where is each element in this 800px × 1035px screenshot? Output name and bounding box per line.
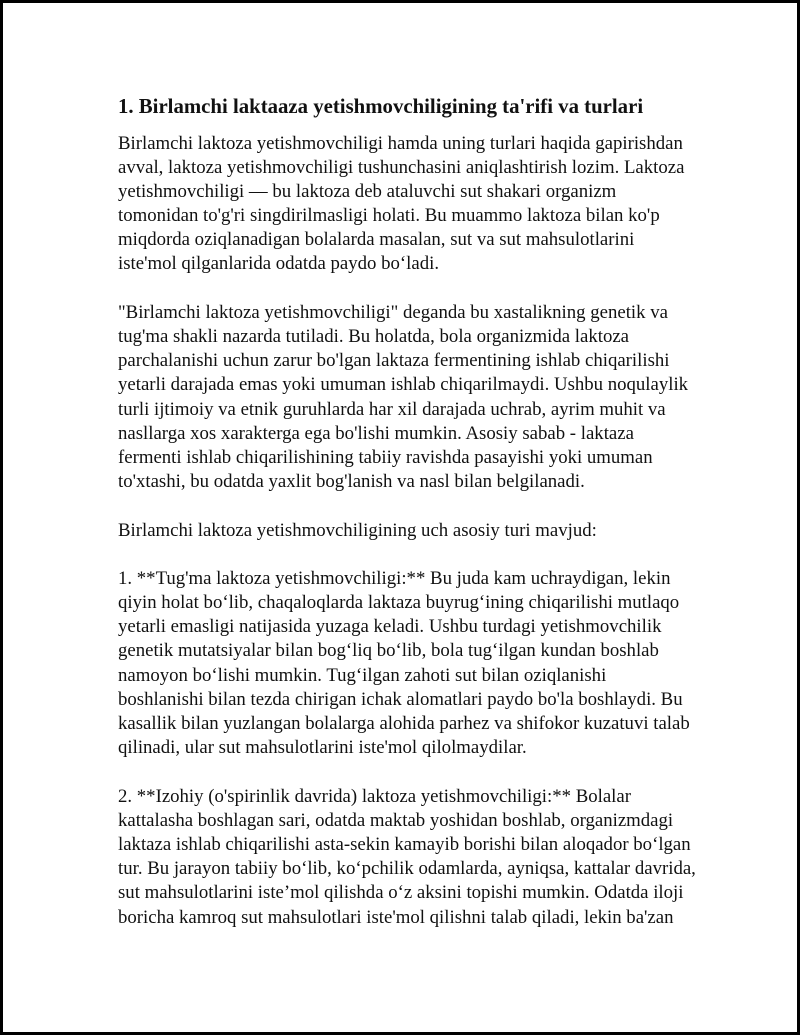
paragraph-types-intro (118, 519, 696, 543)
paragraph-intro (118, 132, 696, 277)
text-line: yetarli darajada emas yoki umuman ishlab chiqarilmaydi. Ushbu noqulaylik (118, 374, 689, 396)
text-line: kasallik bilan yuzlangan bolalarga alohida parhez va shifokor kuzatuvi talab (118, 713, 690, 734)
text-line: yetishmovchiligi — bu laktoza deb ataluvchi sut shakari organizm (118, 180, 617, 202)
text-line: boricha kamroq sut mahsulotlari iste'mol qilishni talab qiladi, lekin ba'zan (118, 906, 674, 928)
text-line: "Birlamchi laktoza yetishmovchiligi" deganda bu xastalikning genetik va (118, 301, 668, 323)
document-content (118, 94, 696, 930)
text-line: sut mahsulotlarini iste’mol qilishda o‘z aksini topishi mumkin. Odatda iloji (118, 882, 684, 904)
text-line: miqdorda oziqlanadigan bolalarda masalan, sut va sut mahsulotlarini (118, 229, 635, 251)
text-line: 1. **Tug'ma laktoza yetishmovchiligi:** Bu juda kam uchraydigan, lekin (118, 567, 671, 589)
text-line: boshlanishi bilan tezda chirigan ichak alomatlari paydo bo'la boshlaydi. Bu (118, 688, 683, 710)
paragraph-definition (118, 301, 696, 495)
text-line: to'xtashi, bu odatda yaxlit bog'lanish va nasl bilan belgilanadi. (118, 471, 585, 493)
text-line: laktaza ishlab chiqarilishi asta-sekin kamayib borishi bilan aloqador bo‘lgan (118, 833, 691, 855)
text-line: 2. **Izohiy (o'spirinlik davrida) laktoza yetishmovchiligi:** Bolalar (118, 785, 631, 807)
text-line: parchalanishi uchun zarur bo'lgan laktaza fermentining ishlab chiqarilishi (118, 350, 670, 372)
list-item-type-2 (118, 785, 696, 930)
text-line: fermenti ishlab chiqarilishining tabiiy ravishda pasayishi yoki umuman (118, 446, 653, 468)
text-line: avval, laktoza yetishmovchiligi tushunchasini aniqlashtirish lozim. Laktoza (118, 156, 685, 178)
text-line: Birlamchi laktoza yetishmovchiligi hamda uning turlari haqida gapirishdan (118, 132, 683, 154)
text-line: tug'ma shakli nazarda tutiladi. Bu holatda, bola organizmida laktoza (118, 326, 630, 347)
text-line: genetik mutatsiyalar bilan bog‘liq bo‘lib, bola tug‘ilgan kundan boshlab (118, 640, 659, 662)
text-line: nasllarga xos xarakterga ega bo'lishi mumkin. Asosiy sabab - laktaza (118, 422, 634, 444)
text-line: namoyon bo‘lishi mumkin. Tug‘ilgan zahoti sut bilan oziqlanishi (118, 664, 607, 686)
text-line: turli ijtimoiy va etnik guruhlarda har xil darajada uchrab, ayrim muhit va (118, 398, 666, 420)
list-item-type-1 (118, 567, 696, 761)
text-line: iste'mol qilganlarida odatda paydo bo‘ladi. (118, 253, 440, 275)
section-heading: 1. Birlamchi laktaaza yetishmovchiligining ta'rifi va turlari (118, 95, 644, 118)
text-line: yetarli emasligi natijasida yuzaga keladi. Ushbu turdagi yetishmovchilik (118, 616, 662, 638)
text-line: kattalasha boshlagan sari, odatda maktab yoshidan boshlab, organizmdagi (118, 809, 674, 831)
text-line: qilinadi, ular sut mahsulotlarini iste'mol qilolmaydilar. (118, 737, 527, 759)
text-line: tur. Bu jarayon tabiiy bo‘lib, ko‘pchilik odamlarda, ayniqsa, kattalar davrida, (118, 858, 696, 880)
text-line: tomonidan to'g'ri singdirilmasligi holati. Bu muammo laktoza bilan ko'p (118, 205, 660, 227)
text-line: qiyin holat bo‘lib, chaqaloqlarda laktaza buyrug‘ining chiqarilishi mutlaqo (118, 592, 680, 614)
text-line: Birlamchi laktoza yetishmovchiligining uch asosiy turi mavjud: (118, 519, 597, 541)
